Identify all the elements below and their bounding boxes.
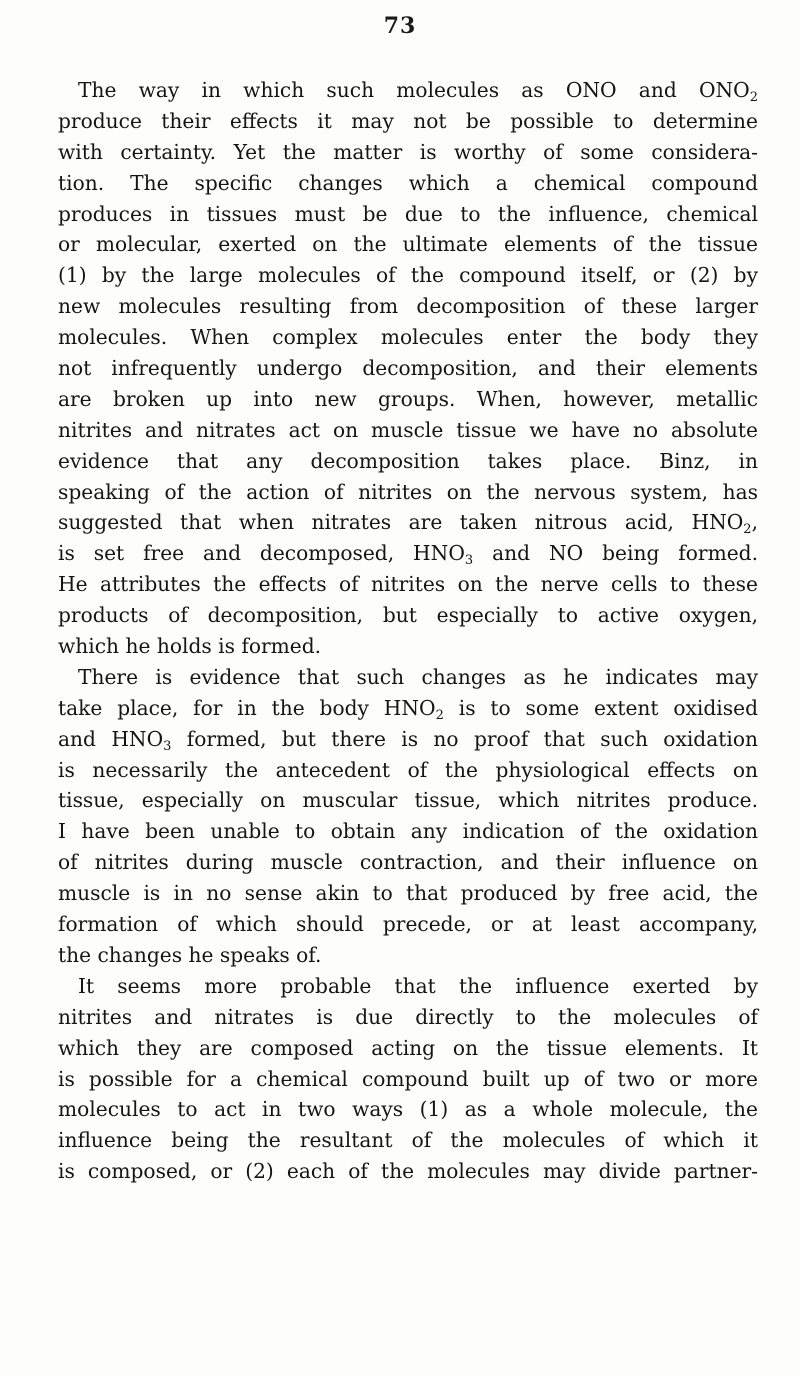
text-line-main: products of decomposition, but especially to active oxygen,	[58, 603, 758, 628]
text-line-main: speaking of the action of nitrites on the nervous system, has	[58, 479, 758, 504]
page-number: 73	[383, 13, 417, 39]
text-line-main: formation of which should precede, or at least accompany,	[58, 912, 758, 937]
text-line	[58, 137, 758, 168]
formula-subscript: 3	[163, 738, 172, 754]
text-line-main: It seems more probable that the influence exerted by	[78, 973, 758, 998]
text-line-main: The way in which such molecules as ONO and ONO	[78, 78, 750, 102]
text-line-tail: is to some extent oxidised	[443, 695, 758, 720]
body-text	[58, 75, 758, 1187]
text-line	[58, 816, 758, 847]
text-line	[58, 75, 758, 106]
text-line	[58, 353, 758, 384]
text-line	[58, 847, 758, 878]
text-line-main: are broken up into new groups. When, however, metallic	[58, 386, 758, 411]
text-line-main: molecules. When complex molecules enter the body they	[58, 325, 758, 350]
text-line	[58, 1033, 758, 1064]
text-line	[58, 600, 758, 631]
text-line-main: is possible for a chemical compound built up of two or more	[58, 1066, 758, 1091]
text-line	[58, 1125, 758, 1156]
text-line	[58, 569, 758, 600]
text-line-main: (1) by the large molecules of the compound itself, or (2) by	[58, 263, 758, 288]
text-line-main: I have been unable to obtain any indication of the oxidation	[58, 819, 758, 844]
text-line-main: tion. The specific changes which a chemical compound	[58, 170, 758, 195]
formula-subscript: 2	[435, 707, 444, 723]
text-line-main: is composed, or (2) each of the molecules may divide partner-	[58, 1159, 758, 1184]
text-line-tail: and NO being formed.	[473, 541, 758, 566]
text-line-main: is necessarily the antecedent of the physiological effects on	[58, 757, 758, 782]
text-line	[58, 693, 758, 724]
text-line	[58, 199, 758, 230]
text-line-main: nitrites and nitrates is due directly to the molecules of	[58, 1004, 758, 1029]
text-line-main: new molecules resulting from decomposition of these larger	[58, 294, 758, 319]
text-line-main: which they are composed acting on the tissue elements. It	[58, 1035, 758, 1060]
text-line-main: the changes he speaks of.	[58, 942, 322, 967]
text-line-main: of nitrites during muscle contraction, and their influence on	[58, 850, 758, 875]
text-line	[58, 878, 758, 909]
text-line	[58, 446, 758, 477]
text-line-main: There is evidence that such changes as he indicates may	[78, 664, 758, 689]
formula-subscript: 2	[743, 522, 752, 538]
text-line	[58, 291, 758, 322]
text-line-main: muscle is in no sense akin to that produced by free acid, the	[58, 881, 758, 906]
text-line	[58, 940, 758, 971]
text-line-main: molecules to act in two ways (1) as a whole molecule, the	[58, 1097, 758, 1122]
text-line	[58, 1002, 758, 1033]
text-line-main: is set free and decomposed, HNO	[58, 541, 465, 566]
text-line	[58, 168, 758, 199]
text-line	[58, 631, 758, 662]
text-line	[58, 755, 758, 786]
text-line	[58, 507, 758, 538]
text-line-main: not infrequently undergo decomposition, and their elements	[58, 356, 758, 381]
text-line-main: with certainty. Yet the matter is worthy of some considera-	[58, 139, 758, 164]
text-line-main: tissue, especially on muscular tissue, which nitrites produce.	[58, 788, 758, 813]
text-line	[58, 538, 758, 569]
text-line	[58, 229, 758, 260]
formula-subscript: 2	[749, 90, 758, 105]
text-line-main: evidence that any decomposition takes place. Binz, in	[58, 448, 758, 473]
text-line-main: nitrites and nitrates act on muscle tissue we have no absolute	[58, 417, 758, 442]
text-line-main: or molecular, exerted on the ultimate elements of the tissue	[58, 232, 758, 257]
text-line-main: take place, for in the body HNO	[58, 695, 436, 720]
text-line-main: influence being the resultant of the molecules of which it	[58, 1128, 758, 1153]
text-line-main: He attributes the effects of nitrites on the nerve cells to these	[58, 572, 758, 597]
text-line	[58, 260, 758, 291]
text-line	[58, 106, 758, 137]
text-line	[58, 322, 758, 353]
text-line	[58, 1156, 758, 1187]
text-line-tail: formed, but there is no proof that such oxidation	[171, 726, 758, 751]
text-line-main: and HNO	[58, 726, 164, 751]
formula-subscript: 3	[464, 553, 474, 569]
text-line	[58, 415, 758, 446]
text-line-tail: ,	[751, 510, 758, 535]
text-line	[58, 1064, 758, 1095]
text-line-main: produce their effects it may not be possible to determine	[58, 108, 758, 133]
text-line	[58, 971, 758, 1002]
text-line	[58, 384, 758, 415]
text-line	[58, 909, 758, 940]
text-line-main: produces in tissues must be due to the influence, chemical	[58, 201, 758, 226]
text-line	[58, 1094, 758, 1125]
text-line	[58, 477, 758, 508]
text-line	[58, 724, 758, 755]
text-line-main: suggested that when nitrates are taken nitrous acid, HNO	[58, 510, 744, 535]
text-line	[58, 662, 758, 693]
text-line-main: which he holds is formed.	[58, 634, 322, 659]
text-line	[58, 785, 758, 816]
